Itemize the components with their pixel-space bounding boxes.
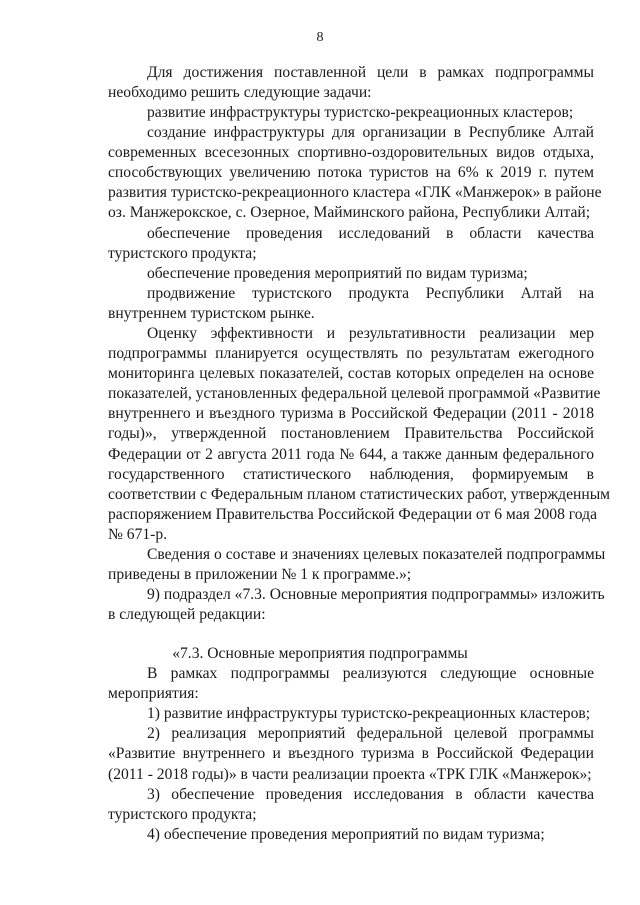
list-item: 4) обеспечение проведения мероприятий по видам туризма;: [147, 826, 545, 843]
text-line: государственного статистического наблюдения, формируемым в: [108, 466, 594, 483]
text-line: оз. Манжерокское, с. Озерное, Майминского района, Республики Алтай;: [108, 204, 591, 221]
text-line: (2011 - 2018 годы)» в части реализации проекта «ТРК ГЛК «Манжерок»;: [108, 766, 592, 783]
text-line: годы)», утвержденной постановлением Правительства Российской: [108, 425, 594, 442]
text-line: туристского продукта;: [108, 245, 257, 262]
text-line: Оценку эффективности и результативности реализации мер: [147, 325, 594, 342]
text-line: продвижение туристского продукта Республики Алтай на: [147, 285, 594, 302]
text-line: соответствии с Федеральным планом статистических работ, утвержденным: [108, 486, 611, 503]
page-number: 8: [316, 30, 324, 45]
list-item: 3) обеспечение проведения исследования в области качества: [147, 786, 594, 803]
text-line: В рамках подпрограммы реализуются следующие основные: [147, 665, 594, 682]
list-item: 2) реализация мероприятий федеральной целевой программы: [147, 725, 594, 742]
text-line: внутреннем туристском рынке.: [108, 305, 315, 322]
text-line: распоряжением Правительства Российской Федерации от 6 мая 2008 года: [108, 506, 597, 523]
text-line: туристского продукта;: [108, 806, 257, 823]
text-line: подпрограммы планируется осуществлять по результатам ежегодного: [108, 345, 594, 362]
text-line: мероприятия:: [108, 685, 199, 702]
text-line: развития туристско-рекреационного кластера «ГЛК «Манжерок» в районе: [108, 184, 602, 201]
text-line: в следующей редакции:: [108, 606, 266, 623]
list-item: 1) развитие инфраструктуры туристско-рекреационных кластеров;: [147, 705, 591, 722]
text-line: современных всесезонных спортивно-оздоровительных видов отдыха,: [108, 144, 594, 161]
text-line: внутреннего и въездного туризма в Российской Федерации (2011 - 2018: [108, 405, 594, 422]
text-line: Федерации от 2 августа 2011 года № 644, а также данным федерального: [108, 446, 594, 463]
text-line: обеспечение проведения мероприятий по видам туризма;: [147, 265, 528, 282]
text-line: «Развитие внутреннего и въездного туризма в Российской Федерации: [108, 745, 594, 762]
text-line: Для достижения поставленной цели в рамках подпрограммы: [147, 64, 594, 81]
text-line: создание инфраструктуры для организации в Республике Алтай: [147, 124, 594, 141]
text-line: развитие инфраструктуры туристско-рекреационных кластеров;: [147, 104, 574, 121]
text-line: № 671-р.: [108, 526, 168, 543]
text-line: Сведения о составе и значениях целевых показателей подпрограммы: [147, 546, 606, 563]
text-line: способствующих увеличению потока туристов на 6% к 2019 г. путем: [108, 164, 594, 181]
text-line: обеспечение проведения исследований в области качества: [147, 225, 594, 242]
section-heading: «7.3. Основные мероприятия подпрограммы: [172, 645, 468, 662]
text-line: мониторинга целевых показателей, состав которых определен на основе: [108, 365, 594, 382]
text-line: приведены в приложении № 1 к программе.»;: [108, 566, 412, 583]
text-line: необходимо решить следующие задачи:: [108, 84, 372, 101]
text-line: показателей, установленных федеральной целевой программой «Развитие: [108, 385, 601, 402]
text-line: 9) подраздел «7.3. Основные мероприятия подпрограммы» изложить: [147, 586, 605, 603]
